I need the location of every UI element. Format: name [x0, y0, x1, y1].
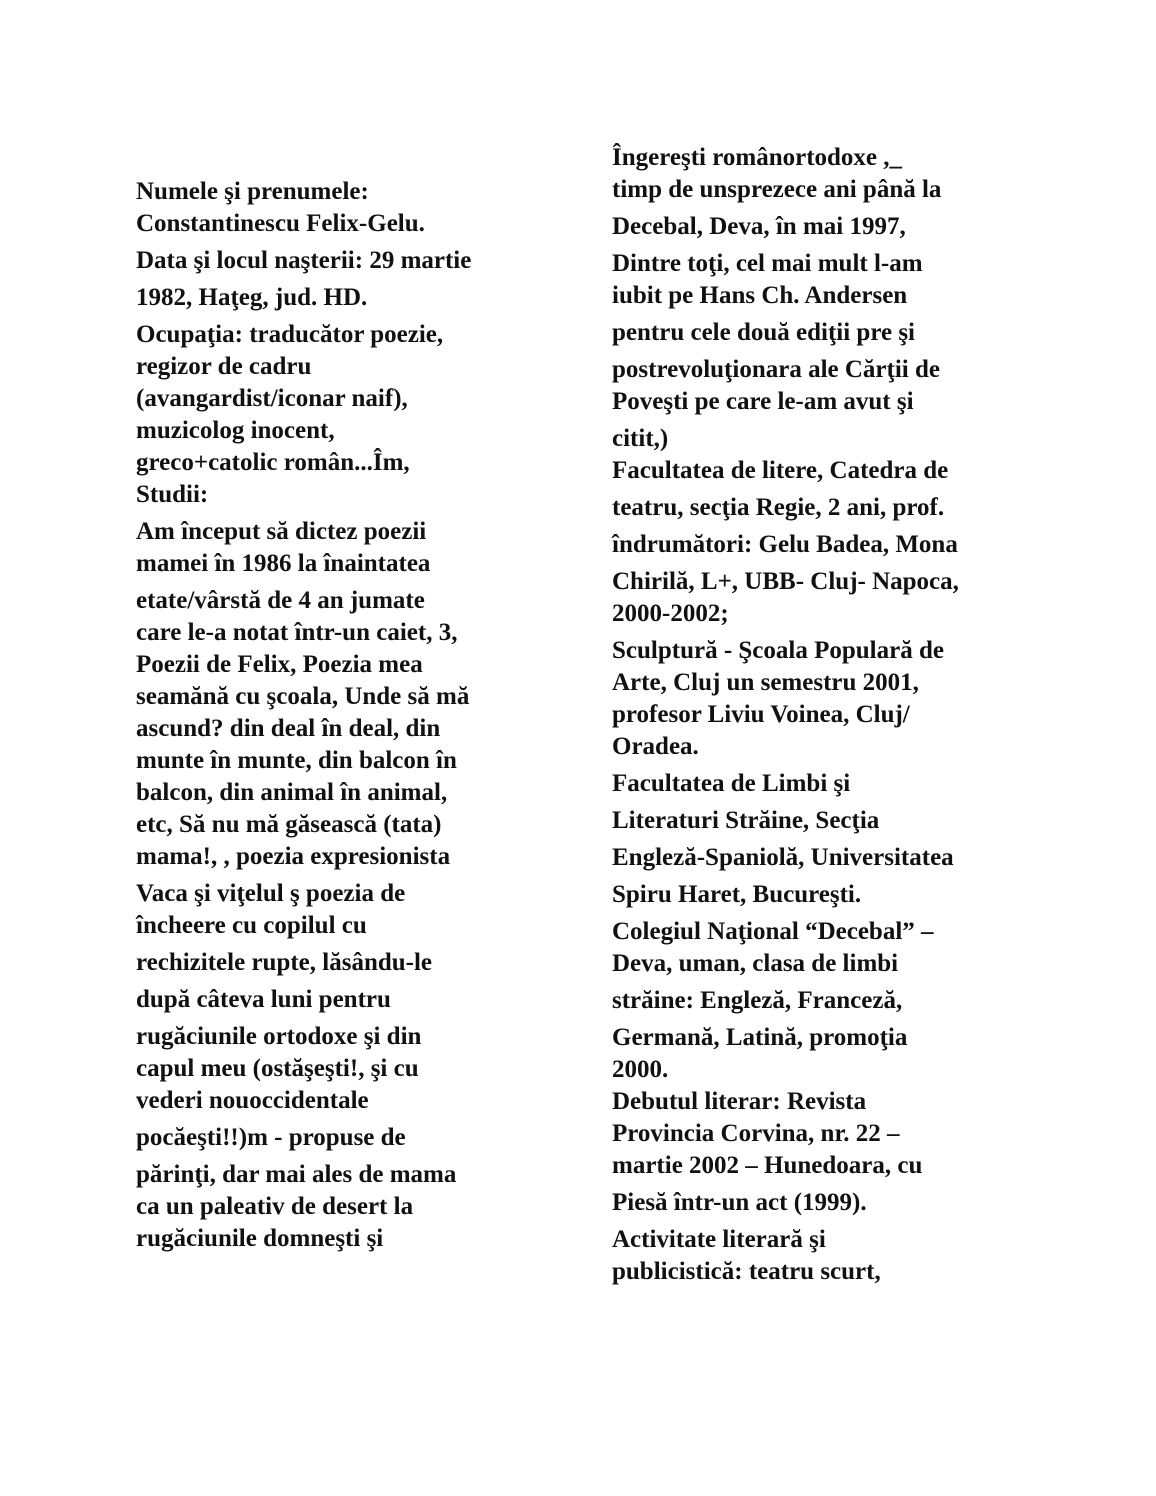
text-line: după câteva luni pentru	[136, 986, 391, 1013]
text-line: muzicolog inocent,	[136, 417, 335, 444]
text-line: rugăciunile domneşti şi	[136, 1225, 384, 1252]
text-line: Spiru Haret, Bucureşti.	[612, 881, 862, 908]
text-line: 2000-2002;	[612, 600, 729, 627]
text-line: Chirilă, L+, UBB- Cluj- Napoca,	[612, 568, 959, 595]
text-line: Germană, Latină, promoţia	[612, 1024, 908, 1051]
text-line: Arte, Cluj un semestru 2001,	[612, 669, 919, 696]
text-line: mamei în 1986 la înaintatea	[136, 550, 431, 577]
text-line: publicistică: teatru scurt,	[612, 1258, 881, 1285]
text-line: etate/vârstă de 4 an jumate	[136, 587, 425, 614]
text-line: Dintre toţi, cel mai mult l-am	[612, 250, 923, 277]
text-line: rechizitele rupte, lăsându-le	[136, 949, 433, 976]
text-line: greco+catolic român...Îm,	[136, 449, 410, 476]
text-line: îndrumători: Gelu Badea, Mona	[612, 531, 958, 558]
text-line: regizor de cadru	[136, 353, 312, 380]
text-line: Debutul literar: Revista	[612, 1088, 867, 1115]
text-line: pentru cele două ediţii pre şi	[612, 319, 916, 346]
text-line: 1982, Haţeg, jud. HD.	[136, 284, 368, 311]
text-line: pocăeşti!!)m - propuse de	[136, 1124, 406, 1151]
text-line: Facultatea de Limbi şi	[612, 770, 851, 797]
text-line: martie 2002 – Hunedoara, cu	[612, 1152, 923, 1179]
text-line: (avangardist/iconar naif),	[136, 385, 408, 412]
text-line: Engleză-Spaniolă, Universitatea	[612, 844, 954, 871]
text-line: Colegiul Naţional “Decebal” –	[612, 918, 934, 945]
text-line: Decebal, Deva, în mai 1997,	[612, 213, 906, 240]
text-line: Activitate literară şi	[612, 1226, 826, 1253]
text-line: Îngereşti românortodoxe ,_	[612, 144, 903, 171]
text-line: Poezii de Felix, Poezia mea	[136, 651, 423, 678]
text-line: capul meu (ostăşeşti!, şi cu	[136, 1055, 419, 1082]
text-line: părinţi, dar mai ales de mama	[136, 1161, 457, 1188]
text-line: Provincia Corvina, nr. 22 –	[612, 1120, 900, 1147]
text-line: munte în munte, din balcon în	[136, 747, 457, 774]
text-line: seamănă cu şcoala, Unde să mă	[136, 683, 470, 710]
text-line: 2000.	[612, 1056, 669, 1083]
text-line: etc, Să nu mă găsească (tata)	[136, 811, 442, 838]
text-line: Piesă într-un act (1999).	[612, 1189, 867, 1216]
text-line: mama!, , poezia expresionista	[136, 843, 451, 870]
text-line: profesor Liviu Voinea, Cluj/	[612, 701, 910, 728]
text-line: Am început să dictez poezii	[136, 518, 427, 545]
text-line: iubit pe Hans Ch. Andersen	[612, 282, 908, 309]
text-line: postrevoluţionara ale Cărţii de	[612, 356, 940, 383]
text-line: Sculptură - Şcoala Populară de	[612, 637, 944, 664]
text-line: ca un paleativ de desert la	[136, 1193, 414, 1220]
text-line: Facultatea de litere, Catedra de	[612, 457, 949, 484]
text-line: balcon, din animal în animal,	[136, 779, 448, 806]
text-line: Studii:	[136, 481, 209, 508]
text-line: teatru, secţia Regie, 2 ani, prof.	[612, 494, 945, 521]
text-line: citit,)	[612, 425, 669, 452]
text-line: Literaturi Străine, Secţia	[612, 807, 880, 834]
text-line: Data şi locul naşterii: 29 martie	[136, 247, 472, 274]
text-line: Oradea.	[612, 733, 699, 760]
text-line: Ocupaţia: traducător poezie,	[136, 321, 444, 348]
left-text-column	[136, 176, 556, 1255]
text-line: rugăciunile ortodoxe şi din	[136, 1023, 422, 1050]
right-text-column	[612, 142, 1032, 1288]
text-line: vederi nouoccidentale	[136, 1087, 369, 1114]
text-line: Numele şi prenumele:	[136, 178, 369, 205]
text-line: ascund? din deal în deal, din	[136, 715, 441, 742]
text-line: care le-a notat într-un caiet, 3,	[136, 619, 458, 646]
text-line: străine: Engleză, Franceză,	[612, 987, 903, 1014]
text-line: Constantinescu Felix-Gelu.	[136, 210, 425, 237]
text-line: timp de unsprezece ani până la	[612, 176, 942, 203]
text-line: Deva, uman, clasa de limbi	[612, 950, 899, 977]
text-line: încheere cu copilul cu	[136, 912, 367, 939]
text-line: Vaca şi viţelul ş poezia de	[136, 880, 406, 907]
text-line: Poveşti pe care le-am avut şi	[612, 388, 914, 415]
